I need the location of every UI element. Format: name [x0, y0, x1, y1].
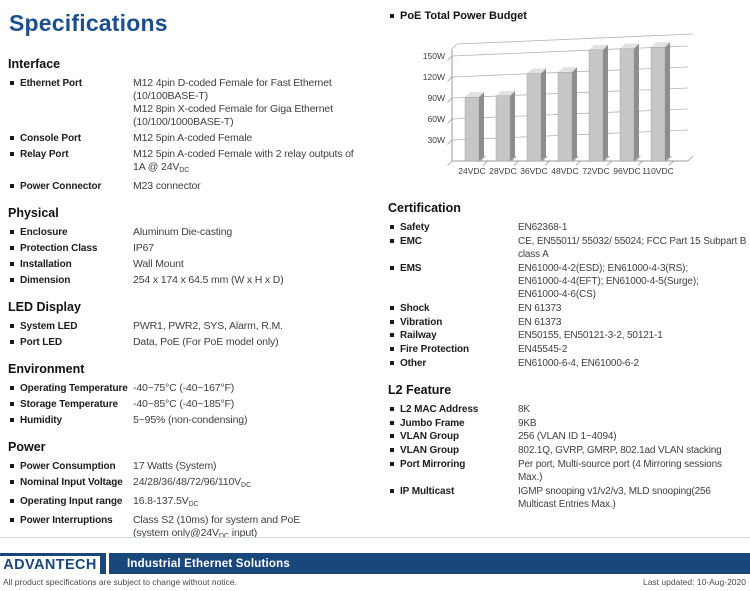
- spec-section: [8, 362, 376, 427]
- bullet-icon: [10, 324, 14, 328]
- bar-front: [496, 96, 510, 161]
- footer-band: [0, 553, 750, 574]
- bar-side: [665, 42, 670, 161]
- spec-value: Aluminum Die-casting: [133, 226, 233, 238]
- chart-line: [448, 77, 453, 82]
- chart-line: [448, 56, 453, 61]
- spec-value: Wall Mount: [133, 258, 184, 270]
- spec-row: [8, 320, 376, 333]
- bullet-icon: [10, 499, 14, 503]
- chart-line: [514, 161, 519, 166]
- spec-value: 5~95% (non-condensing): [133, 414, 248, 426]
- left-column: [8, 8, 376, 556]
- spec-value: 9KB: [518, 417, 537, 429]
- spec-label: Vibration: [400, 316, 443, 328]
- spec-value: $16.8-137.5V_{DC}$: [133, 495, 199, 508]
- spec-label: Jumbo Frame: [400, 417, 465, 429]
- spec-label: Shock: [400, 302, 430, 314]
- spec-section: [8, 300, 376, 349]
- spec-label: L2 MAC Address: [400, 403, 479, 415]
- bullet-icon: [10, 152, 14, 156]
- spec-row: [8, 336, 376, 349]
- spec-label: Power Connector: [20, 181, 102, 192]
- chart-line: [448, 119, 453, 124]
- bullet-icon: [390, 320, 394, 324]
- spec-section: [388, 383, 746, 511]
- spec-label: Power Interruptions: [20, 515, 113, 526]
- spec-value: EN61000-4-2(ESD); EN61000-4-3(RS); EN61000-4-4(EFT); EN61000-4-5(Surge); EN61000-4-6(CS): [518, 262, 699, 301]
- spec-label: System LED: [20, 321, 78, 332]
- bar-front: [620, 49, 634, 161]
- y-axis-tick-label: 120W: [422, 72, 445, 83]
- y-axis-tick-label: 30W: [427, 135, 445, 146]
- spec-value: EN45545-2: [518, 344, 568, 356]
- spec-value: -40~75°C (-40~167°F): [133, 382, 235, 394]
- bullet-icon: [10, 518, 14, 522]
- spec-row: [388, 403, 746, 416]
- bullet-icon: [10, 386, 14, 390]
- spec-row: [388, 430, 746, 443]
- section-title: Interface: [8, 57, 61, 71]
- spec-value: EN62368-1: [518, 222, 568, 234]
- advantech-logo: [0, 553, 100, 574]
- bullet-icon: [10, 230, 14, 234]
- spec-label: Other: [400, 357, 427, 369]
- spec-value: CE, EN55011/ 55032/ 55024; FCC Part 15 Subpart B class A: [518, 235, 747, 261]
- x-axis-tick-label: 36VDC: [520, 166, 548, 177]
- section-title: Certification: [388, 201, 461, 216]
- spec-value: IP67: [133, 242, 154, 254]
- chart-line: [576, 161, 581, 166]
- spec-value: Per port, Multi-source port (4 Mirroring sessions Max.): [518, 458, 722, 483]
- chart-line: [545, 161, 550, 166]
- footer-banner-text: Industrial Ethernet Solutions: [127, 557, 290, 570]
- spec-label: Relay Port: [20, 149, 69, 160]
- section-title: Power: [8, 440, 46, 454]
- spec-value: -40~85°C (-40~185°F): [133, 398, 235, 410]
- spec-row: [388, 221, 746, 234]
- bar-side: [572, 67, 577, 161]
- spec-row: [8, 274, 376, 287]
- bar-front: [527, 74, 541, 161]
- bullet-icon: [390, 14, 394, 18]
- y-axis-tick-label: 90W: [427, 93, 445, 104]
- x-axis-tick-label: 110VDC: [642, 166, 674, 177]
- spec-section: [8, 206, 376, 287]
- spec-value: 17 Watts (System): [133, 460, 217, 472]
- chart-title: PoE Total Power Budget: [400, 10, 527, 22]
- chart-line: [448, 161, 453, 166]
- bullet-icon: [390, 347, 394, 351]
- spec-label: VLAN Group: [400, 445, 459, 457]
- spec-row: [388, 485, 746, 511]
- bullet-icon: [10, 184, 14, 188]
- spec-value: EN61000-6-4, EN61000-6-2: [518, 357, 639, 369]
- spec-row: [8, 476, 376, 492]
- advantech-logo-text: ADVANTECH: [3, 557, 97, 573]
- spec-value: $24/28/36/48/72/96/110V_{DC}$: [133, 476, 252, 489]
- bullet-icon: [10, 480, 14, 484]
- spec-label: EMS: [400, 262, 422, 274]
- spec-row: [8, 495, 376, 511]
- chart-line: [607, 161, 612, 166]
- chart-line: [448, 140, 453, 145]
- spec-label: Nominal Input Voltage: [20, 477, 123, 488]
- bar-side: [541, 69, 546, 161]
- page-title: Specifications: [9, 10, 168, 36]
- spec-row: [388, 458, 746, 484]
- chart-line: [483, 161, 488, 166]
- bullet-icon: [10, 246, 14, 250]
- spec-value: EN 61373: [518, 302, 562, 314]
- spec-row: [8, 514, 376, 543]
- spec-row: [388, 316, 746, 329]
- bullet-icon: [390, 306, 394, 310]
- chart-line: [638, 161, 643, 166]
- spec-row: [8, 226, 376, 239]
- bar-side: [634, 44, 639, 161]
- spec-value: 8K: [518, 403, 530, 415]
- spec-row: [8, 258, 376, 271]
- spec-value: Class S2 (10ms) for system and PoE (system $only@24V_{DC}$ input): [133, 514, 301, 540]
- bar-front: [558, 72, 572, 161]
- right-column: [388, 10, 746, 524]
- spec-row: [388, 444, 746, 457]
- spec-row: [8, 180, 376, 193]
- spec-value: IGMP snooping v1/v2/v3, MLD snooping(256 Multicast Entries Max.): [518, 485, 711, 510]
- spec-row: [8, 242, 376, 255]
- footer-last-updated: Last updated: 10-Aug-2020: [642, 577, 746, 587]
- chart-line: [452, 44, 457, 49]
- spec-value: M12 5pin A-coded Female: [133, 132, 253, 144]
- spec-label: Operating Input range: [20, 496, 123, 507]
- spec-value: 256 (VLAN ID 1~4094): [518, 431, 617, 443]
- bar-front: [651, 47, 665, 161]
- bar-side: [603, 45, 608, 161]
- spec-section: [8, 57, 376, 193]
- x-axis-tick-label: 72VDC: [582, 166, 610, 177]
- spec-value: PWR1, PWR2, SYS, Alarm, R.M.: [133, 320, 283, 332]
- bullet-icon: [390, 407, 394, 411]
- x-axis-tick-label: 28VDC: [489, 166, 517, 177]
- bar-side: [479, 92, 484, 161]
- footer-divider-rule: [0, 537, 750, 538]
- spec-value: EN 61373: [518, 316, 562, 328]
- bullet-icon: [390, 462, 394, 466]
- spec-label: Railway: [400, 330, 437, 342]
- spec-label: Port LED: [20, 337, 62, 348]
- spec-row: [388, 329, 746, 342]
- spec-value: 802.1Q, GVRP, GMRP, 802.1ad VLAN stacking: [518, 445, 722, 457]
- spec-label: Protection Class: [20, 243, 98, 254]
- spec-row: [8, 414, 376, 427]
- chart-line: [448, 98, 453, 103]
- spec-row: [388, 302, 746, 315]
- spec-value: M12 4pin D-coded Female for Fast Ethernet (10/100BASE-T) M12 8pin X-coded Female for Giga Ethernet (10/100/1000BASE-T): [133, 77, 333, 128]
- bullet-icon: [390, 361, 394, 365]
- x-axis-tick-label: 24VDC: [458, 166, 486, 177]
- chart-line: [669, 161, 674, 166]
- spec-row: [8, 132, 376, 145]
- bullet-icon: [390, 489, 394, 493]
- spec-label: Installation: [20, 259, 72, 270]
- left-spec-sections: [8, 57, 376, 543]
- bullet-icon: [10, 418, 14, 422]
- chart-heading-row: [388, 10, 746, 23]
- spec-value: Data, PoE (For PoE model only): [133, 336, 279, 348]
- spec-label: Port Mirroring: [400, 458, 466, 470]
- spec-section: [8, 440, 376, 543]
- spec-section: [388, 201, 746, 370]
- spec-label: VLAN Group: [400, 431, 459, 443]
- x-axis-tick-label: 48VDC: [551, 166, 579, 177]
- footer-notes: [0, 577, 750, 587]
- spec-row: [8, 460, 376, 473]
- spec-label: IP Multicast: [400, 485, 455, 497]
- spec-value: EN50155, EN50121-3-2, 50121-1: [518, 330, 663, 342]
- spec-row: [388, 417, 746, 430]
- spec-label: Safety: [400, 222, 430, 234]
- bullet-icon: [10, 262, 14, 266]
- bullet-icon: [390, 448, 394, 452]
- spec-row: [388, 357, 746, 370]
- chart-line: [688, 156, 693, 161]
- spec-label: Operating Temperature: [20, 383, 128, 394]
- bullet-icon: [10, 340, 14, 344]
- spec-row: [8, 398, 376, 411]
- bullet-icon: [10, 81, 14, 85]
- section-title: Environment: [8, 362, 85, 376]
- spec-row: [8, 148, 376, 177]
- bar-front: [589, 50, 603, 161]
- bullet-icon: [10, 278, 14, 282]
- section-title: Physical: [8, 206, 59, 220]
- bullet-icon: [390, 266, 394, 270]
- section-title: LED Display: [8, 300, 81, 314]
- bullet-icon: [390, 225, 394, 229]
- spec-label: Power Consumption: [20, 461, 116, 472]
- bullet-icon: [390, 333, 394, 337]
- bullet-icon: [390, 239, 394, 243]
- section-title: L2 Feature: [388, 382, 452, 397]
- y-axis-tick-label: 60W: [427, 114, 445, 125]
- spec-label: Storage Temperature: [20, 399, 118, 410]
- right-spec-sections: [388, 201, 746, 511]
- spec-row: [8, 382, 376, 395]
- x-axis-tick-label: 96VDC: [613, 166, 641, 177]
- poe-power-budget-chart: [412, 31, 712, 189]
- spec-label: Fire Protection: [400, 344, 470, 356]
- footer-banner: [109, 553, 750, 574]
- bullet-icon: [10, 402, 14, 406]
- bullet-icon: [10, 136, 14, 140]
- bullet-icon: [390, 421, 394, 425]
- spec-label: Dimension: [20, 275, 71, 286]
- y-axis-tick-label: 150W: [422, 51, 445, 62]
- spec-row: [388, 262, 746, 302]
- spec-row: [8, 77, 376, 129]
- bullet-icon: [390, 434, 394, 438]
- spec-value: M23 connector: [133, 180, 201, 192]
- spec-label: EMC: [400, 235, 422, 247]
- spec-value: M12 5pin A-coded Female with 2 relay outputs of 1A @ $24V_{DC}$: [133, 148, 354, 174]
- spec-label: Ethernet Port: [20, 78, 83, 89]
- spec-row: [388, 235, 746, 261]
- spec-value: 254 x 174 x 64.5 mm (W x H x D): [133, 274, 284, 286]
- bullet-icon: [10, 464, 14, 468]
- spec-label: Enclosure: [20, 227, 68, 238]
- spec-label: Console Port: [20, 133, 82, 144]
- spec-label: Humidity: [20, 415, 62, 426]
- bar-side: [510, 91, 515, 161]
- footer-disclaimer: All product specifications are subject to change without notice.: [3, 577, 237, 587]
- spec-row: [388, 343, 746, 356]
- bar-front: [465, 97, 479, 161]
